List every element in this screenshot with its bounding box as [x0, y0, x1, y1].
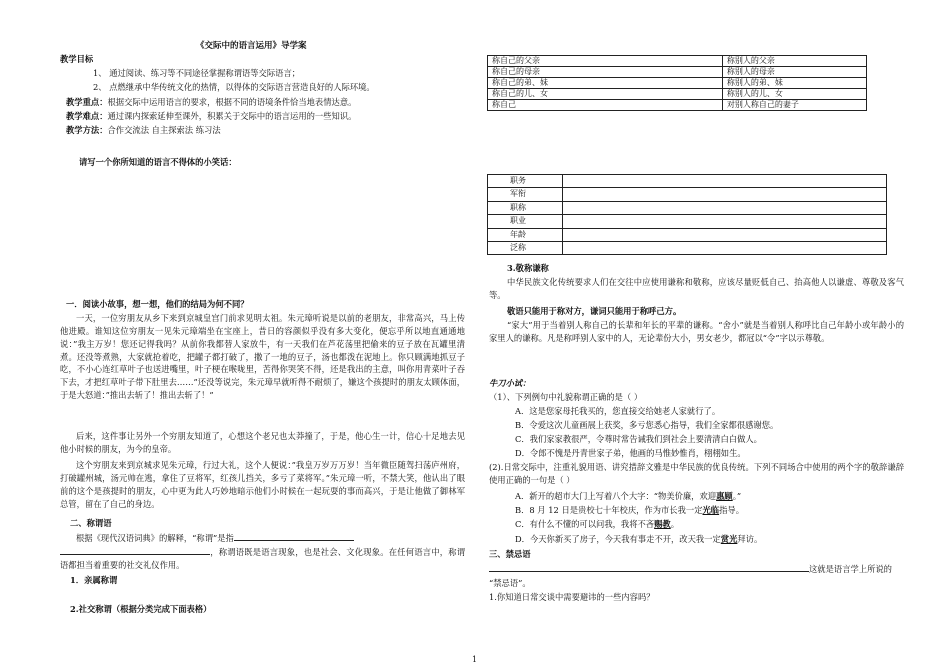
table-cell: 职业: [488, 215, 563, 228]
table-cell: 称自己的弟、妹: [488, 78, 723, 89]
definition-paragraph: 根据《现代汉语词典》的解释，“称谓”是指 ，称谓语既是语言现象，也是社会、文化现象。在任何语言中，称谓语都担当着重要的社交礼仪作用。: [60, 533, 465, 570]
table-row: [488, 215, 887, 228]
taboo-question: 1.你知道日常交谈中需要避讳的一些内容吗？: [489, 592, 655, 602]
table-cell-blank[interactable]: [563, 175, 887, 188]
table-row: [488, 89, 867, 100]
question-2: (2).日常交际中，注重礼貌用语、讲究措辞文雅是中华民族的优良传统。下列不同场合中使用的两个字的敬辞谦辞使用正确的一句是（ ）: [489, 462, 904, 485]
kinship-heading: 1．亲属称谓: [70, 575, 118, 585]
difficulty: 教学难点：通过课内探索延伸至课外，积累关于交际中的语言运用的一些知识。: [66, 111, 357, 121]
table-cell: 泛称: [488, 241, 563, 254]
question-1-option-c[interactable]: C．我们家家教很严，令尊时常告诫我们到社会上要清清白白做人。: [515, 434, 762, 444]
table-cell-blank[interactable]: [563, 228, 887, 241]
section3-heading: 3.敬称谦称: [507, 263, 549, 273]
practice-heading: 牛刀小试：: [489, 378, 531, 388]
table-cell: 称自己的儿、女: [488, 89, 723, 100]
taboo-blank[interactable]: [489, 562, 809, 572]
question-1-option-d[interactable]: D．令郎不愧是丹青世家子弟，他画的马惟妙惟肖，栩栩如生。: [515, 448, 746, 458]
table-cell-blank[interactable]: [563, 188, 887, 201]
section-taboo-heading: 三、禁忌语: [489, 549, 531, 559]
objective-2: 2、 点燃继承中华传统文化的热情，以得体的交际语言营造良好的人际环境。: [93, 82, 375, 92]
joke-prompt: 请写一个你所知道的语言不得体的小笑话：: [79, 157, 237, 167]
table-cell: 对别人称自己的妻子: [722, 100, 866, 111]
table-cell: 称自己: [488, 100, 723, 111]
section1-heading: 一．阅读小故事，想一想，他们的结局为何不同？: [66, 299, 249, 309]
table-row: [488, 56, 867, 67]
objective-1: 1、 通过阅读、练习等不同途径掌握称谓语等交际语言；: [93, 68, 301, 78]
page-number: 1: [472, 655, 478, 664]
table-cell: 称别人的弟、妹: [722, 78, 866, 89]
objectives-heading: 教学目标: [60, 54, 94, 64]
social-heading: 2.社交称谓（根据分类完成下面表格）: [70, 604, 212, 614]
table-cell-blank[interactable]: [563, 201, 887, 214]
question-1-option-a[interactable]: A．这是您家母托我买的，您直接交给她老人家就行了。: [515, 406, 721, 416]
table-cell: 称自己的母亲: [488, 67, 723, 78]
table-cell: 称别人的儿、女: [722, 89, 866, 100]
question-1-option-b[interactable]: B．令爱这次儿童画展上获奖，多亏您悉心指导，我们全家都很感谢您。: [515, 420, 779, 430]
table-row: [488, 241, 887, 254]
table-cell: 称别人的父亲: [722, 56, 866, 67]
table-cell: 职务: [488, 175, 563, 188]
story-paragraph-1: 一天，一位穷朋友从乡下来到京城皇宫门前求见明太祖。朱元璋听说是以前的老朋友，非常高兴，马上传他进殿。谁知这位穷朋友一见朱元璋端坐在宝座上，昔日的容颜似乎没有多大变化，便忘乎所以地直通通地说：”我主万岁！您还记得我吗？从前你我都替人家放牛，有一天我们在芦花荡里把偷来的豆子放在瓦罐里清煮。还没等煮熟，大家就抢着吃，把罐子都打破了，撒了一地的豆子，汤也都泼在泥地上。你只顾满地抓豆子吃，不小心连红草叶子也送进嘴里，叶子梗在喉咙里，苦得你哭笑不得，还是我出的主意，叫你用青菜叶子吞下去，才把红草叶子带下肚里去……”还没等说完，朱元璋早就听得不耐烦了，嫌这个孩提时的朋友太顾体面，于是大怒道：”推出去斩了！推出去斩了！”: [60, 313, 465, 401]
question-1: （1）、下列例句中礼貌称谓正确的是（ ）: [489, 392, 643, 402]
table-cell: 年龄: [488, 228, 563, 241]
table-cell: 军衔: [488, 188, 563, 201]
table-row: [488, 175, 887, 188]
honorific-paragraph-1: 中华民族文化传统要求人们在交往中应使用谦称和敬称，应该尽量贬低自己、抬高他人以谦虚、尊敬及客气等。: [489, 277, 904, 300]
taboo-definition: 这就是语言学上所说的: [489, 562, 892, 576]
question-2-option-d[interactable]: D．今天你新买了房子，今天我有事走不开，改天我一定赏光拜访。: [515, 534, 763, 544]
story-paragraph-3: 这个穷朋友来到京城求见朱元璋，行过大礼，这个人便说：”我皇万岁万万岁！当年微臣随驾扫荡庐州府，打破罐州城，汤元帅在逃，拿住了豆将军，红孩儿挡关，多亏了菜将军。”朱元璋一听，不禁大笑，他认出了眼前的这个是孩提时的朋友，心中更为此人巧妙地暗示他们小时候在一起玩耍的事而高兴，于是让他做了御林军总管，留在了自己的身边。: [60, 460, 465, 509]
method: 教学方法：合作交流法 自主探索法 练习法: [66, 125, 221, 135]
definition-blank[interactable]: [234, 531, 354, 541]
question-2-option-a[interactable]: A．新开的超市大门上写着八个大字：“物美价廉，欢迎惠顾。”: [515, 491, 742, 501]
table-row: [488, 228, 887, 241]
taboo-term: “禁忌语”。: [489, 578, 531, 588]
table-cell: 职称: [488, 201, 563, 214]
social-title-table: [487, 174, 887, 255]
table-cell: 称别人的母亲: [722, 67, 866, 78]
definition-blank-2[interactable]: [60, 545, 210, 555]
question-2-option-c[interactable]: C．有什么不懂的可以问我，我将不吝赐教。: [515, 519, 680, 529]
story-paragraph-2: 后来，这件事让另外一个穷朋友知道了，心想这个老兄也太莽撞了，于是，他心生一计，信心十足地去见他小时候的朋友，为今的皇帝。: [60, 431, 465, 454]
table-cell: 称自己的父亲: [488, 56, 723, 67]
key-point: 教学重点：根据交际中运用语言的要求，根据不同的语境条件恰当地表情达意。: [66, 97, 357, 107]
kinship-table: [487, 55, 867, 111]
table-row: [488, 201, 887, 214]
table-row: [488, 78, 867, 89]
honorific-rule: 敬语只能用于称对方，谦词只能用于称呼己方。: [507, 306, 682, 316]
table-cell-blank[interactable]: [563, 241, 887, 254]
table-cell-blank[interactable]: [563, 215, 887, 228]
table-row: [488, 67, 867, 78]
table-row: [488, 100, 867, 111]
honorific-paragraph-2: “家大”用于当着别人称自己的长辈和年长的平辈的谦称。“舍小”就是当着别人称呼比自己年龄小或年龄小的家里人的谦称。凡是称呼别人家中的人，无论辈份大小，男女老少，都冠以“令”字以示尊敬。: [489, 320, 904, 343]
table-row: [488, 188, 887, 201]
section2-heading: 二、称谓语: [70, 518, 112, 528]
question-2-option-b[interactable]: B．8 月 12 日是贵校七十年校庆，作为市长我一定光临指导。: [515, 505, 745, 515]
doc-title: 《交际中的语言运用》导学案: [196, 41, 307, 51]
